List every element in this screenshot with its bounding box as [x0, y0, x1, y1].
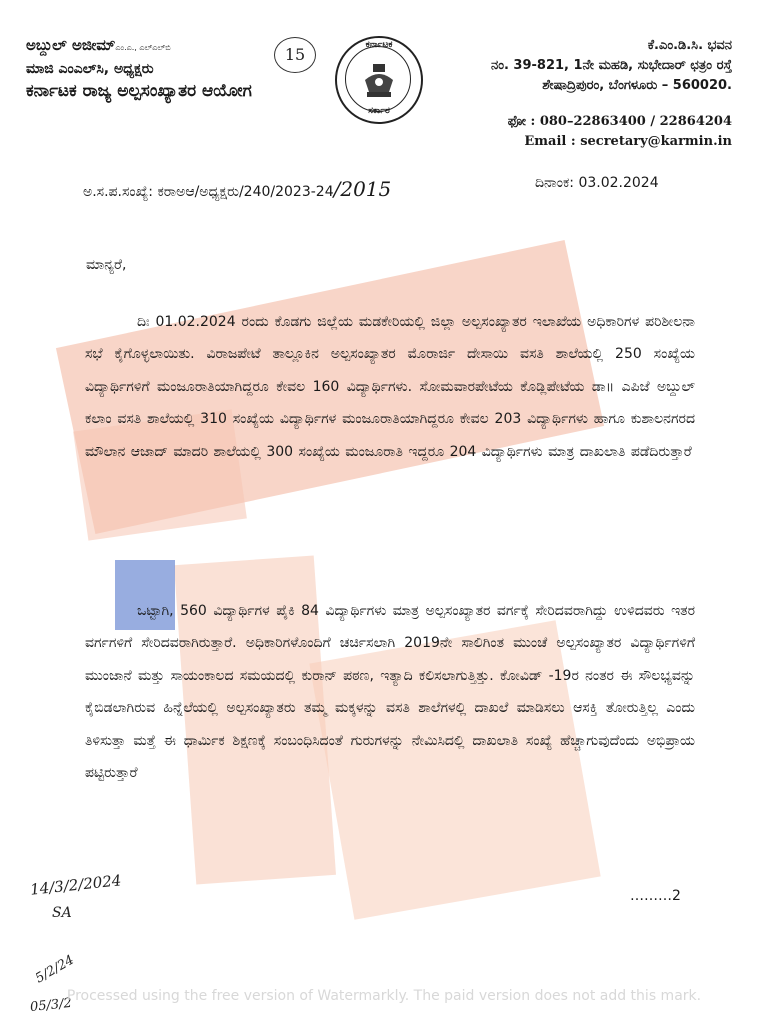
sender-qualification: ಎಂ.ಎ., ಎಲ್‌ಎಲ್‌ಬಿ — [115, 43, 171, 52]
emblem-top-text: ಕರ್ನಾಟಕ — [365, 40, 393, 50]
government-emblem — [335, 36, 423, 124]
handwritten-note: 5/2/24 — [33, 952, 77, 987]
sender-name-line — [26, 34, 252, 59]
emblem-crest-icon — [359, 58, 399, 102]
address-line-1: ಕೆ.ಎಂ.ಡಿ.ಸಿ. ಭವನ — [647, 38, 732, 53]
page-number-stamp: 15 — [274, 37, 316, 73]
body-paragraph-2: ಒಟ್ಟಾಗಿ, 560 ವಿದ್ಯಾರ್ಥಿಗಳ ಪೈಕಿ 84 ವಿದ್ಯಾರ್ಥಿಗಳು ಮಾತ್ರ ಅಲ್ಪಸಂಖ್ಯಾತರ ವರ್ಗಕ್ಕೆ ಸೇರಿದವರಾಗಿದ್ದು ಉಳಿದವರು ಇತರ ವರ್ಗಗಳಿಗೆ ಸೇರಿದವರಾಗಿರುತ್ತಾರೆ. ಅಧಿಕಾರಿಗಳೊಂದಿಗೆ ಚರ್ಚಿಸಲಾಗಿ 2019ನೇ ಸಾಲಿಗಿಂತ ಮುಂಚೆ ಅಲ್ಪಸಂಖ್ಯಾತರ ವಿದ್ಯಾರ್ಥಿಗಳಿಗೆ ಮುಂಜಾನೆ ಮತ್ತು ಸಾಯಂಕಾಲದ ಸಮಯದಲ್ಲಿ ಕುರಾನ್ ಪಠಣ, ಇತ್ಯಾದಿ ಕಲಿಸಲಾಗುತ್ತಿತ್ತು. ಕೋವಿಡ್ -19ರ ನಂತರ ಈ ಸೌಲಭ್ಯವನ್ನು ಕೈಬಿಡಲಾಗಿರುವ ಹಿನ್ನೆಲೆಯಲ್ಲಿ ಅಲ್ಪಸಂಖ್ಯಾತರು ತಮ್ಮ ಮಕ್ಕಳನ್ನು ವಸತಿ ಶಾಲೆಗಳಲ್ಲಿ ದಾಖಲೆ ಮಾಡಿಸಲು ಆಸಕ್ತಿ ತೋರುತ್ತಿಲ್ಲ ಎಂದು ತಿಳಿಸುತ್ತಾ ಮತ್ತೆ ಈ ಧಾರ್ಮಿಕ ಶಿಕ್ಷಣಕ್ಕೆ ಸಂಬಂಧಿಸಿದಂತೆ ಗುರುಗಳನ್ನು ನೇಮಿಸಿದಲ್ಲಿ ದಾಖಲಾತಿ ಸಂಖ್ಯೆ ಹೆಚ್ಚಾಗುವುದೆಂದು ಅಭಿಪ್ರಾಯ ಪಟ್ಟಿರುತ್ತಾರೆ — [85, 603, 695, 782]
reference-label: ಅ.ಸ.ಪ.ಸಂಖ್ಯೆ: ಕರಾಅಆ/ಅಧ್ಯಕ್ಷರು/240/2023-24 — [83, 184, 334, 200]
sender-name: ಅಬ್ದುಲ್ ಅಜೀಮ್ — [26, 36, 116, 54]
letter-date: ದಿನಾಂಕ: 03.02.2024 — [535, 175, 659, 191]
contact-info — [508, 112, 732, 152]
handwritten-initials: SA — [52, 905, 72, 921]
handwritten-note: 14/3/2/2024 — [29, 871, 123, 899]
address-line-2: ನಂ. 39-821, 1ನೇ ಮಹಡಿ, ಸುಭೇದಾರ್ ಛತ್ರಂ ರಸ್ತೆ — [490, 58, 732, 73]
body-paragraph-1: ದಿಃ 01.02.2024 ರಂದು ಕೊಡಗು ಜಿಲ್ಲೆಯ ಮಡಕೇರಿಯಲ್ಲಿ ಜಿಲ್ಲಾ ಅಲ್ಪಸಂಖ್ಯಾತರ ಇಲಾಖೆಯ ಅಧಿಕಾರಿಗಳ ಪರಿಶೀಲನಾ ಸಭೆ ಕೈಗೊಳ್ಳಲಾಯಿತು. ವಿರಾಜಪೇಟೆ ತಾಲ್ಲೂಕಿನ ಅಲ್ಪಸಂಖ್ಯಾತರ ಮೊರಾರ್ಜಿ ದೇಸಾಯಿ ವಸತಿ ಶಾಲೆಯಲ್ಲಿ 250 ಸಂಖ್ಯೆಯ ವಿದ್ಯಾರ್ಥಿಗಳಿಗೆ ಮಂಜೂರಾತಿಯಾಗಿದ್ದರೂ ಕೇವಲ 160 ವಿದ್ಯಾರ್ಥಿಗಳು. ಸೋಮವಾರಪೇಟೆಯ ಕೊಡ್ಲಿಪೇಟೆಯ ಡಾ॥ ಎಪಿಜೆ ಅಬ್ದುಲ್ ಕಲಾಂ ವಸತಿ ಶಾಲೆಯಲ್ಲಿ 310 ಸಂಖ್ಯೆಯ ವಿದ್ಯಾರ್ಥಿಗಳ ಮಂಜೂರಾತಿಯಾಗಿದ್ದರೂ ಕೇವಲ 203 ವಿದ್ಯಾರ್ಥಿಗಳು ಹಾಗೂ ಕುಶಾಲನಗರದ ಮೌಲಾನ ಆಜಾದ್ ಮಾದರಿ ಶಾಲೆಯಲ್ಲಿ 300 ಸಂಖ್ಯೆಯ ಮಂಜೂರಾತಿ ಇದ್ದರೂ 204 ವಿದ್ಯಾರ್ಥಿಗಳು ಮಾತ್ರ ದಾಖಲಾತಿ ಪಡೆದಿರುತ್ತಾರೆ — [85, 314, 695, 460]
salutation: ಮಾನ್ಯರೆ, — [86, 257, 127, 273]
emblem-bottom-text: ಸರ್ಕಾರ — [368, 106, 390, 116]
organization-name: ಕರ್ನಾಟಕ ರಾಜ್ಯ ಅಲ್ಪಸಂಖ್ಯಾತರ ಆಯೋಗ — [26, 81, 252, 101]
address-line-3: ಶೇಷಾದ್ರಿಪುರಂ, ಬೆಂಗಳೂರು – 560020. — [542, 78, 732, 93]
phone-number: ಫೋ : 080–22863400 / 22864204 — [507, 114, 732, 129]
handwritten-note: 05/3/2 — [29, 995, 73, 1016]
handwritten-reference-number: /2015 — [333, 177, 392, 201]
office-address — [491, 36, 732, 96]
email-address: Email : secretary@karmin.in — [524, 134, 732, 149]
page-continuation-marker: ………2 — [630, 888, 681, 904]
watermark-text: Processed using the free version of Watermarkly. The paid version does not add this mark. — [66, 988, 702, 1004]
reference-number — [83, 177, 391, 201]
sender-title: ಮಾಜಿ ಎಂಎಲ್‌ಸಿ, ಅಧ್ಯಕ್ಷರು — [26, 61, 154, 77]
letterhead-left — [26, 34, 252, 103]
